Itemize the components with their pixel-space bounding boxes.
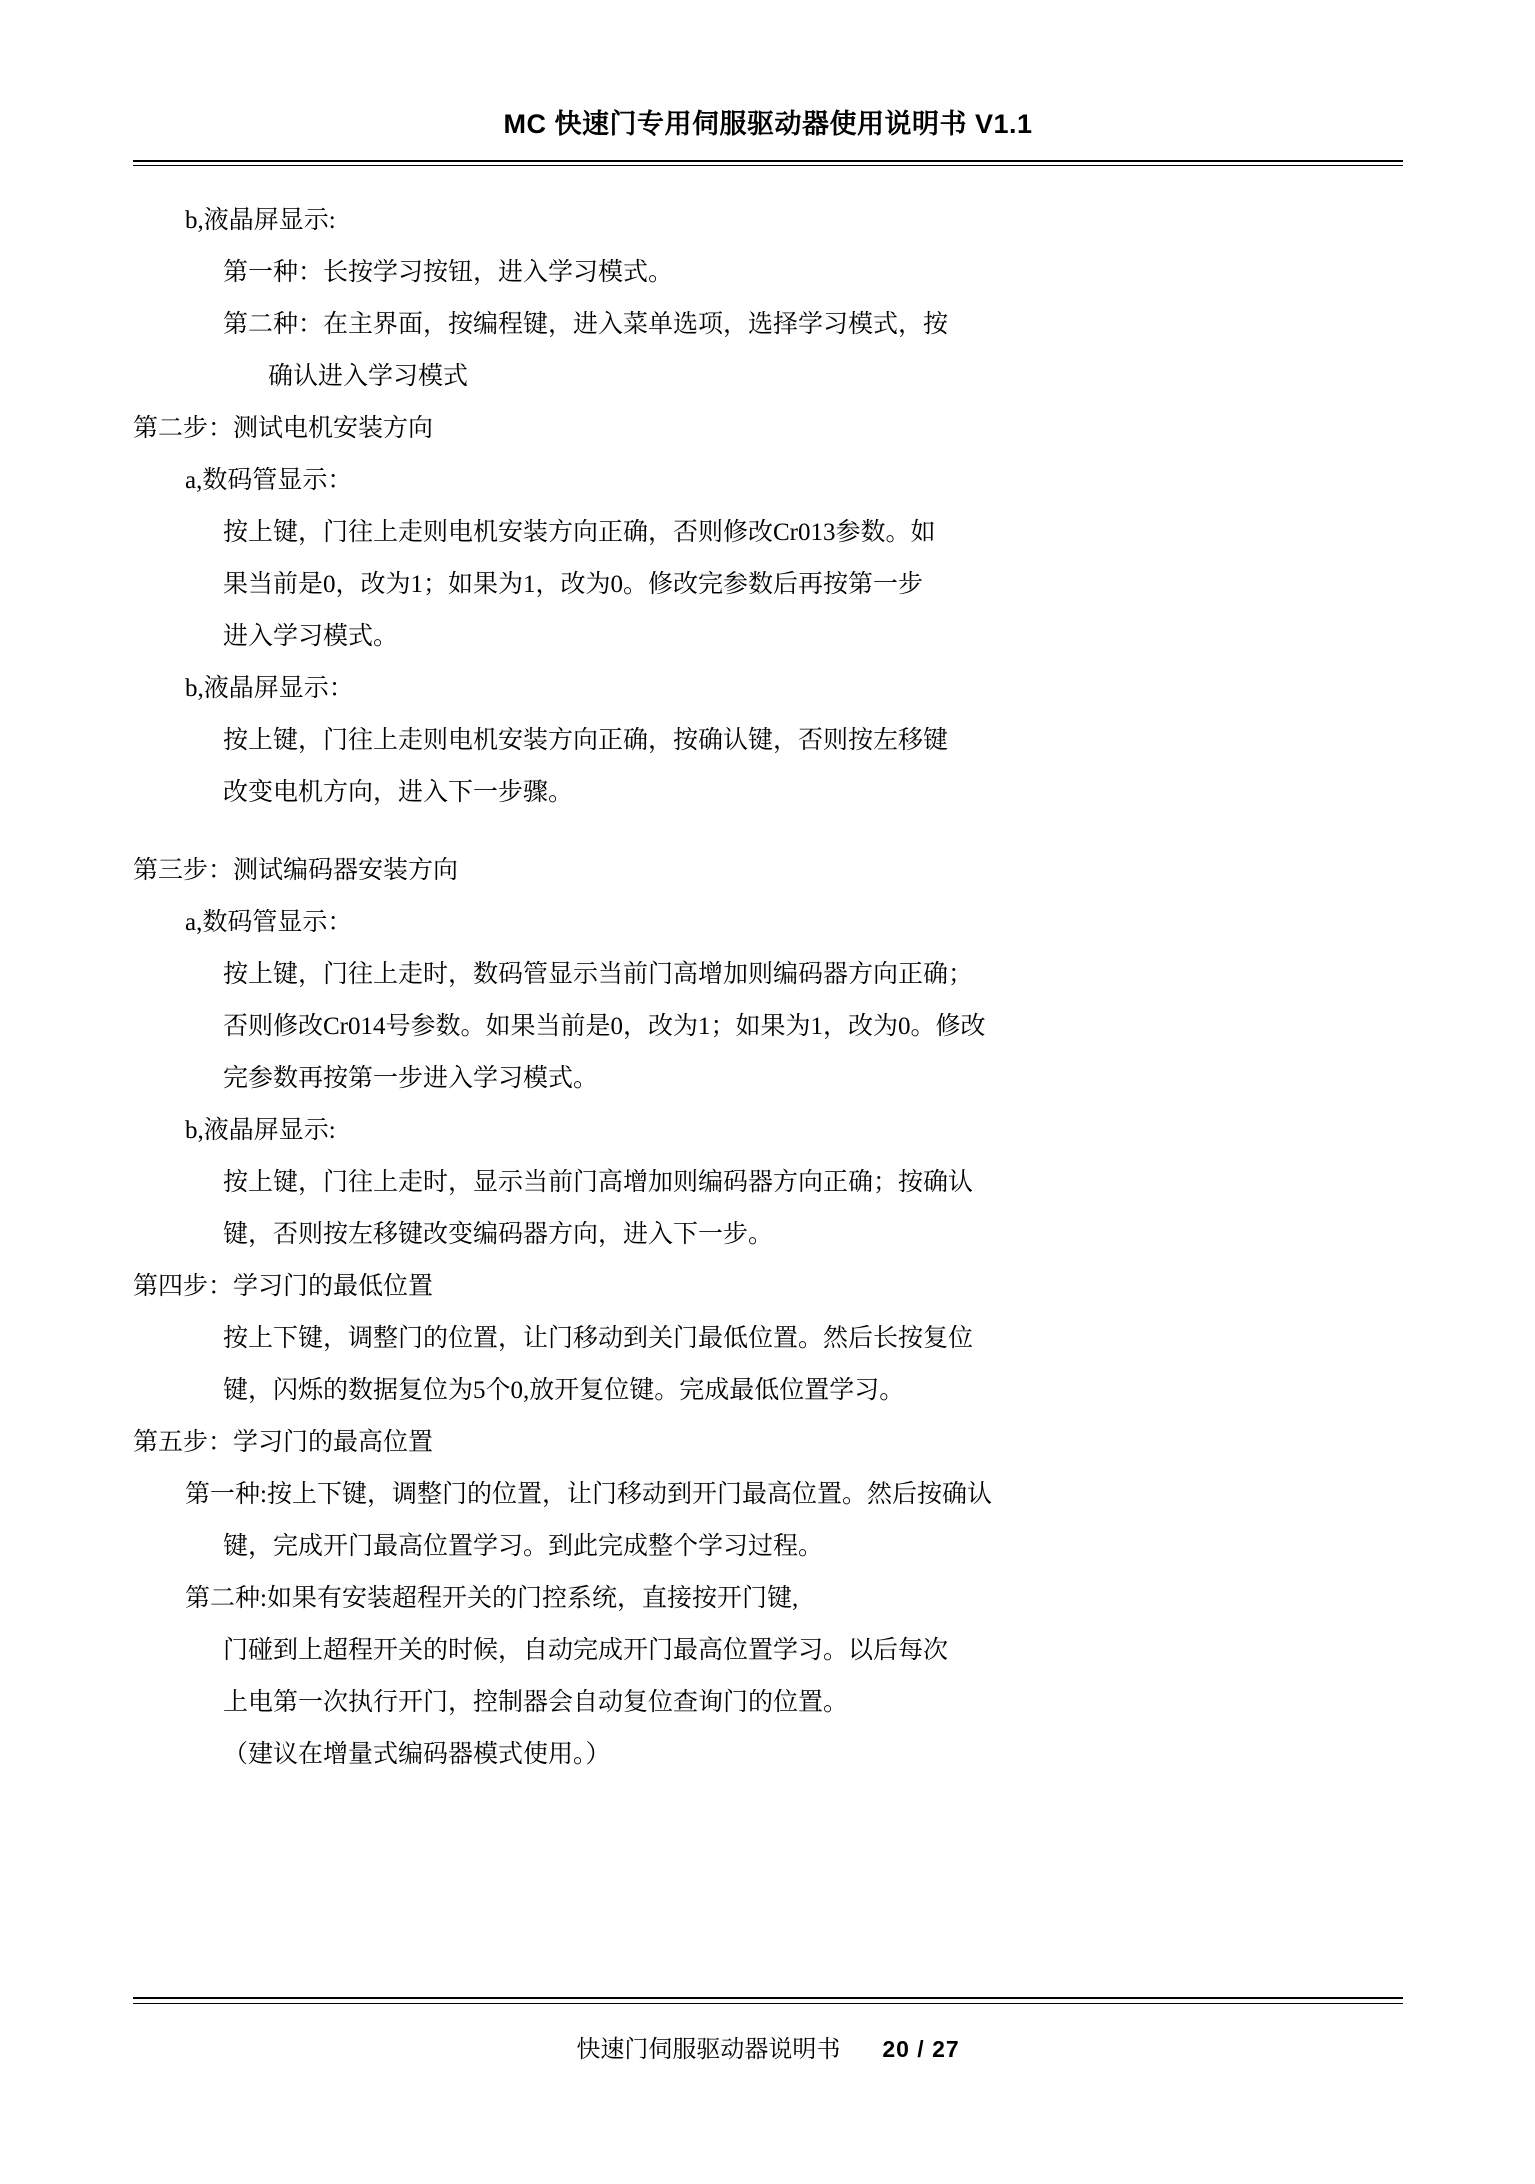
body-line: b,液晶屏显示: <box>185 1117 336 1144</box>
body-line: 改变电机方向，进入下一步骤。 <box>223 779 574 806</box>
header-title: MC 快速门专用伺服驱动器使用说明书 V1.1 <box>503 109 1033 139</box>
body-line: a,数码管显示： <box>185 467 353 494</box>
footer-divider <box>133 1997 1403 1999</box>
body-line: 第四步：学习门的最低位置 <box>133 1273 434 1300</box>
body-line: 按上键，门往上走则电机安装方向正确，按确认键，否则按左移键 <box>223 727 949 754</box>
body-line: 进入学习模式。 <box>223 623 399 650</box>
body-line: 果当前是0，改为1；如果为1，改为0。修改完参数后再按第一步 <box>223 571 924 598</box>
body-line: b,液晶屏显示: <box>185 207 336 234</box>
footer-divider-thin <box>133 2003 1403 2004</box>
body-line: 按上下键，调整门的位置，让门移动到关门最低位置。然后长按复位 <box>223 1325 974 1352</box>
body-line: b,液晶屏显示： <box>185 675 354 702</box>
body-line: a,数码管显示： <box>185 909 353 936</box>
footer-text: 快速门伺服驱动器说明书 <box>576 2037 841 2063</box>
document-body <box>133 195 1403 1781</box>
body-line: 否则修改Cr014号参数。如果当前是0，改为1；如果为1，改为0。修改 <box>223 1013 986 1040</box>
body-line: 键，否则按左移键改变编码器方向，进入下一步。 <box>223 1221 774 1248</box>
body-line: 确认进入学习模式 <box>268 363 469 390</box>
body-line: 键，闪烁的数据复位为5个0,放开复位键。完成最低位置学习。 <box>223 1377 905 1404</box>
body-line: 按上键，门往上走时，数码管显示当前门高增加则编码器方向正确； <box>223 961 974 988</box>
header-divider-thin <box>133 165 1403 166</box>
footer-page-number: 20 / 27 <box>882 2036 960 2062</box>
paragraph-gap <box>133 819 1403 845</box>
body-line: 第三步：测试编码器安装方向 <box>133 857 459 884</box>
body-line: 第五步：学习门的最高位置 <box>133 1429 434 1456</box>
page-inner <box>133 0 1403 2184</box>
body-line: 按上键，门往上走时，显示当前门高增加则编码器方向正确；按确认 <box>223 1169 974 1196</box>
body-line: 第二步：测试电机安装方向 <box>133 415 434 442</box>
body-line: （建议在增量式编码器模式使用。） <box>223 1741 611 1768</box>
body-line: 第一种:按上下键，调整门的位置，让门移动到开门最高位置。然后按确认 <box>185 1481 992 1508</box>
body-line: 第二种：在主界面，按编程键，进入菜单选项，选择学习模式，按 <box>223 311 949 338</box>
body-line: 键，完成开门最高位置学习。到此完成整个学习过程。 <box>223 1533 824 1560</box>
body-line: 完参数再按第一步进入学习模式。 <box>223 1065 599 1092</box>
page-header <box>133 108 1403 140</box>
header-divider <box>133 160 1403 162</box>
body-line: 上电第一次执行开门，控制器会自动复位查询门的位置。 <box>223 1689 849 1716</box>
body-line: 门碰到上超程开关的时候，自动完成开门最高位置学习。以后每次 <box>223 1637 949 1664</box>
body-line: 按上键，门往上走则电机安装方向正确，否则修改Cr013参数。如 <box>223 519 936 546</box>
body-line: 第二种:如果有安装超程开关的门控系统，直接按开门键, <box>185 1585 799 1612</box>
page-footer <box>133 2029 1403 2064</box>
body-line: 第一种：长按学习按钮，进入学习模式。 <box>223 259 674 286</box>
